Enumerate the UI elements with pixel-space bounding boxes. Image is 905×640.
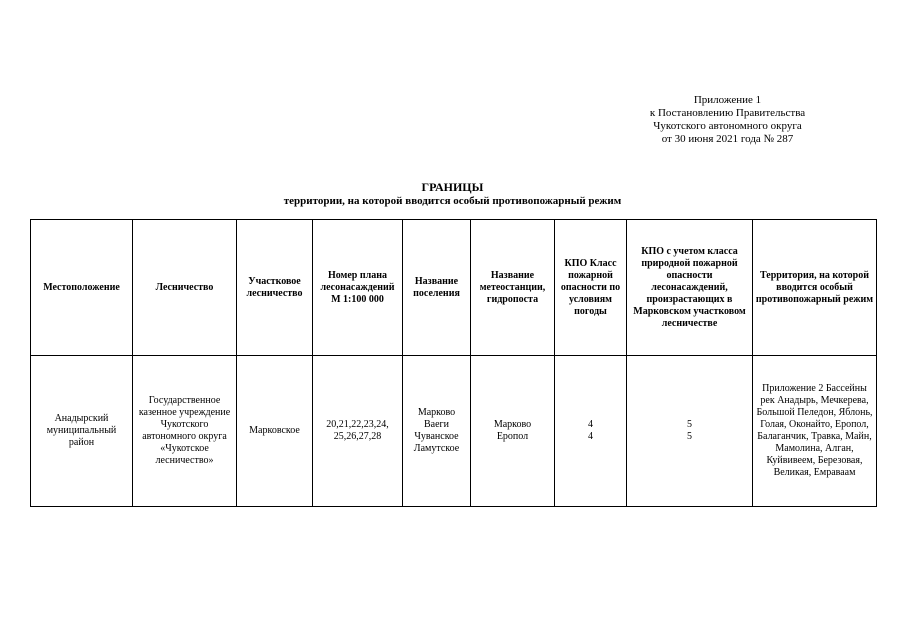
document-subtitle: территории, на которой вводится особый противопожарный режим [283,195,622,207]
header-kpo-weather: КПО Класс пожарной опасности по условиям погоды [555,220,627,356]
kpo-value: 4 [588,431,593,442]
appendix-line: к Постановлению Правительства [649,107,806,119]
cell-kpo-forest [627,356,753,507]
appendix-line: Чукотского автономного округа [653,120,802,132]
header-kpo-forest: КПО с учетом класса природной пожарной опасности лесонасаждений, произрастающих в Марковском участковом лесничестве [627,220,753,356]
header-station: Название метеостанции, гидропоста [471,220,555,356]
station-name: Марково [493,419,532,430]
cell-stations [471,356,555,507]
header-territory: Территория, на которой вводится особый противопожарный режим [753,220,877,356]
appendix-line: Приложение 1 [693,94,762,106]
header-location: Местоположение [31,220,133,356]
settlement-name: Ламутское [413,443,460,454]
settlement-name: Марково [417,407,456,418]
header-plan-number: Номер плана лесонасаждений М 1:100 000 [313,220,403,356]
header-forestry: Лесничество [133,220,237,356]
header-district-forestry: Участковое лесничество [237,220,313,356]
cell-district-forestry: Марковское [237,356,313,507]
cell-settlements [403,356,471,507]
table-row [31,356,877,507]
cell-forestry: Государственное казенное учреждение Чукотского автономного округа «Чукотское лесничество» [133,356,237,507]
document-title: ГРАНИЦЫ [421,180,484,194]
cell-plan-numbers: 20,21,22,23,24, 25,26,27,28 [313,356,403,507]
cell-territory: Приложение 2 Бассейны рек Анадырь, Мечкерева, Большой Пеледон, Яблонь, Голая, Оконайто, Еропол, Балаганчик, Травка, Майн, Мамолина, Алган, Куйвивеем, Березовая, Великая, Емраваам [753,356,877,507]
appendix-block [620,94,835,146]
kpo-value: 5 [687,431,692,442]
settlement-name: Ваеги [424,419,449,430]
borders-table [30,219,877,507]
cell-kpo-weather [555,356,627,507]
table-header-row [31,220,877,356]
cell-location: Анадырский муниципальный район [31,356,133,507]
appendix-line: от 30 июня 2021 года № 287 [661,133,794,145]
settlement-name: Чуванское [414,431,459,442]
kpo-value: 4 [588,419,593,430]
header-settlement: Название поселения [403,220,471,356]
station-name: Еропол [496,431,529,442]
kpo-value: 5 [687,419,692,430]
